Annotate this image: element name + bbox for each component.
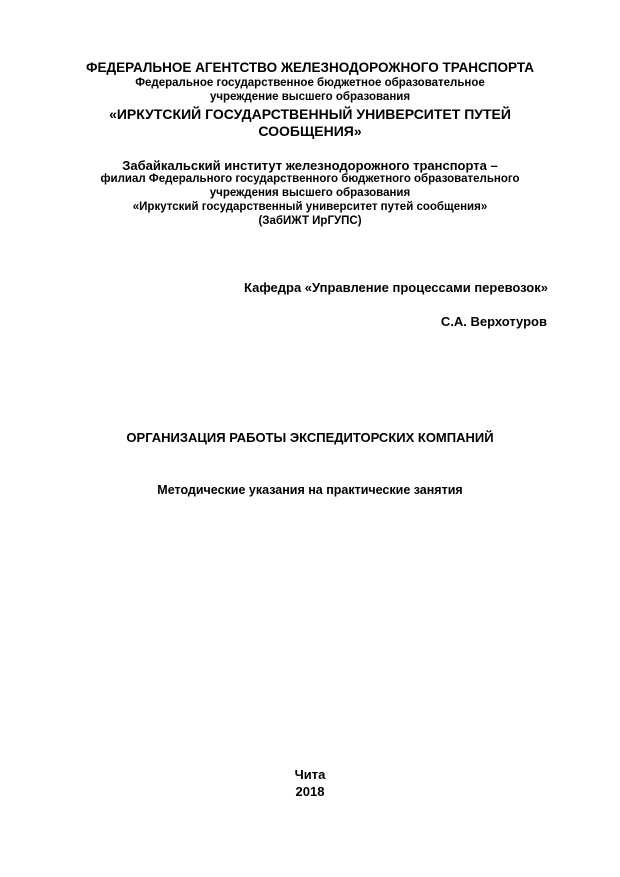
author-name: С.А. Верхотуров: [440, 314, 547, 329]
document-title: ОРГАНИЗАЦИЯ РАБОТЫ ЭКСПЕДИТОРСКИХ КОМПАНИЙ: [126, 430, 494, 445]
city: Чита: [294, 767, 326, 782]
year: 2018: [295, 784, 325, 799]
university-name-line1: «ИРКУТСКИЙ ГОСУДАРСТВЕННЫЙ УНИВЕРСИТЕТ ПУТЕЙ: [109, 106, 511, 122]
institution-type-line2: учреждение высшего образования: [209, 91, 411, 103]
branch-name-line4: «Иркутский государственный университет путей сообщения»: [132, 201, 488, 213]
branch-abbreviation: (ЗабИЖТ ИрГУПС): [258, 215, 362, 227]
agency-name: ФЕДЕРАЛЬНОЕ АГЕНТСТВО ЖЕЛЕЗНОДОРОЖНОГО ТРАНСПОРТА: [86, 60, 534, 75]
branch-name-line3: учреждения высшего образования: [209, 187, 411, 199]
branch-name-line1: Забайкальский институт железнодорожного транспорта –: [122, 158, 498, 173]
document-subtitle: Методические указания на практические занятия: [157, 483, 463, 497]
department-name: Кафедра «Управление процессами перевозок»: [244, 280, 548, 295]
branch-name-line2: филиал Федерального государственного бюджетного образовательного: [100, 173, 520, 185]
institution-type-line1: Федеральное государственное бюджетное образовательное: [135, 77, 485, 89]
university-name-line2: СООБЩЕНИЯ»: [258, 123, 362, 139]
